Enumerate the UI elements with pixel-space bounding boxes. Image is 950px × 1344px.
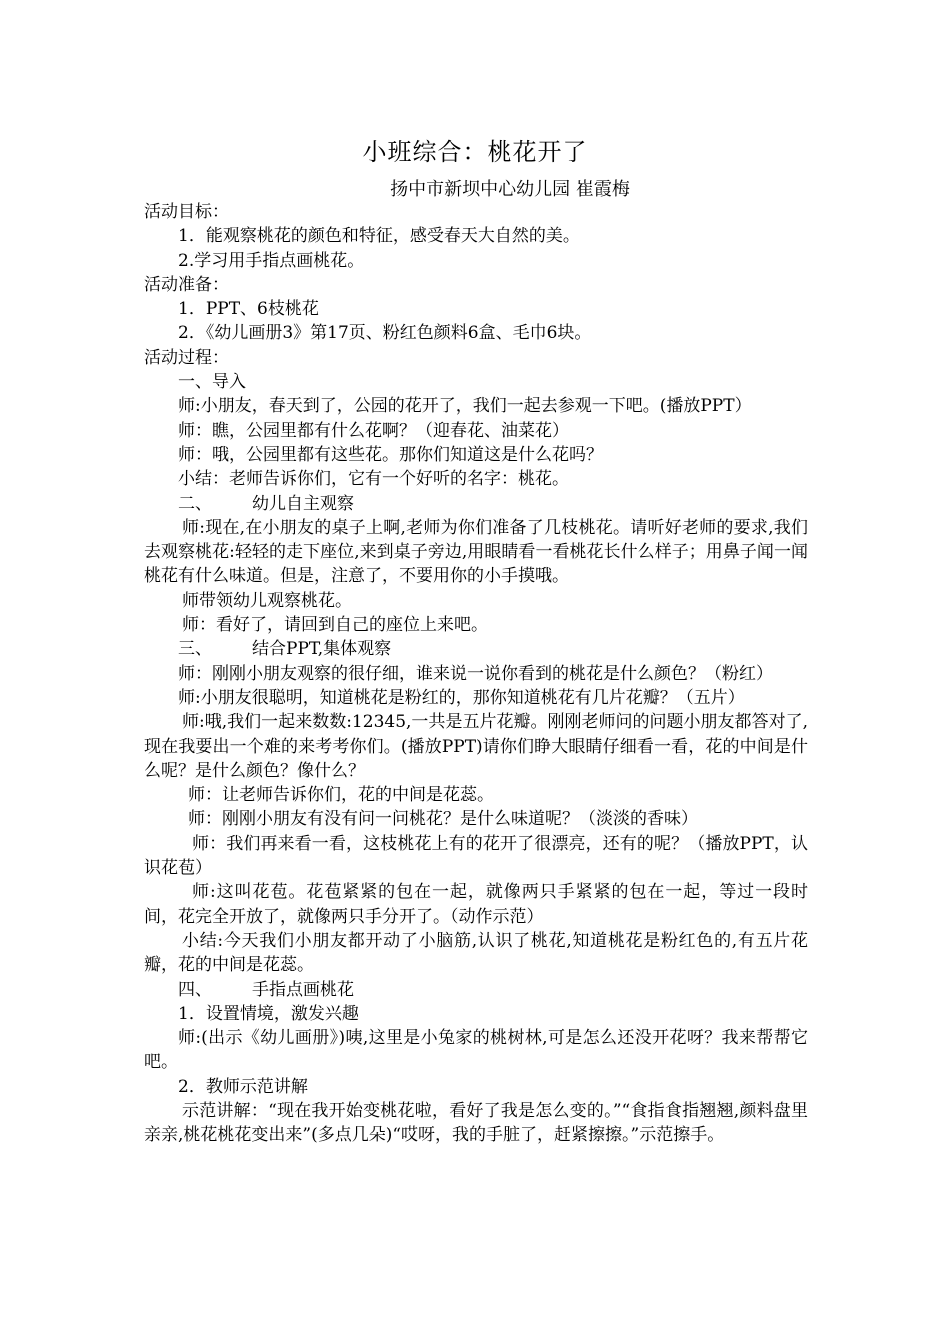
step-heading bbox=[144, 492, 808, 516]
paragraph: 师：刚刚小朋友有没有问一问桃花？是什么味道呢？（淡淡的香味） bbox=[188, 809, 698, 830]
paragraph: 师：瞧，公园里都有什么花啊？（迎春花、油菜花） bbox=[178, 420, 569, 441]
sub-step-heading: 2．教师示范讲解 bbox=[178, 1076, 308, 1097]
step-title: 手指点画桃花 bbox=[252, 979, 354, 1000]
paragraph: 师:现在,在小朋友的桌子上啊,老师为你们准备了几枝桃花。请听好老师的要求,我们去观察桃花:轻轻的走下座位,来到桌子旁边,用眼睛看一看桃花长什么样子；用鼻子闻一闻桃花有什么味道。但是，注意了，不要用你的小手摸哦。 bbox=[144, 517, 808, 587]
goal-item: 1．能观察桃花的颜色和特征，感受春天大自然的美。 bbox=[178, 226, 580, 247]
step-heading bbox=[144, 637, 808, 661]
prep-item: 1．PPT、6枝桃花 bbox=[178, 299, 319, 320]
paragraph: 师:小朋友，春天到了，公园的花开了，我们一起去参观一下吧。(播放PPT） bbox=[178, 396, 752, 417]
paragraph: 师:这叫花苞。花苞紧紧的包在一起，就像两只手紧紧的包在一起，等过一段时间，花完全开放了，就像两只手分开了。（动作示范） bbox=[144, 882, 808, 927]
paragraph: 师带领幼儿观察桃花。 bbox=[182, 590, 352, 611]
step-title: 结合PPT,集体观察 bbox=[252, 639, 392, 660]
step-heading bbox=[144, 978, 808, 1002]
paragraph: 小结:今天我们小朋友都开动了小脑筋,认识了桃花,知道桃花是粉红色的,有五片花瓣，花的中间是花蕊。 bbox=[144, 930, 808, 976]
step-title: 幼儿自主观察 bbox=[252, 493, 354, 514]
paragraph: 师：哦，公园里都有这些花。那你们知道这是什么花吗？ bbox=[178, 444, 603, 465]
section-heading-prep: 活动准备： bbox=[144, 274, 229, 295]
paragraph: 小结：老师告诉你们，它有一个好听的名字：桃花。 bbox=[178, 469, 569, 490]
step-number: 二、 bbox=[178, 493, 212, 514]
paragraph: 师：看好了，请回到自己的座位上来吧。 bbox=[182, 615, 488, 636]
paragraph: 示范讲解：“现在我开始变桃花啦，看好了我是怎么变的。”“食指食指翘翘,颜料盘里亲亲,桃花桃花变出来”(多点几朵)“哎呀，我的手脏了，赶紧擦擦。”示范擦手。 bbox=[144, 1100, 808, 1146]
document-title: 小班综合：桃花开了 bbox=[362, 138, 588, 166]
step-number: 三、 bbox=[178, 639, 212, 660]
paragraph: 师:(出示《幼儿画册》)咦,这里是小兔家的桃树林,可是怎么还没开花呀？我来帮帮它吧。 bbox=[144, 1028, 808, 1073]
paragraph: 师：我们再来看一看，这枝桃花上有的花开了很漂亮，还有的呢？（播放PPT，认识花苞） bbox=[144, 833, 808, 879]
goal-item: 2.学习用手指点画桃花。 bbox=[178, 250, 365, 271]
section-heading-goals: 活动目标： bbox=[144, 202, 229, 222]
sub-step-heading: 1．设置情境，激发兴趣 bbox=[178, 1003, 359, 1024]
paragraph: 师：刚刚小朋友观察的很仔细，谁来说一说你看到的桃花是什么颜色？（粉红） bbox=[178, 663, 773, 684]
paragraph: 师:哦,我们一起来数数:12345,一共是五片花瓣。刚刚老师问的问题小朋友都答对了,现在我要出一个难的来考考你们。(播放PPT)请你们睁大眼睛仔细看一看，花的中间是什么呢？是什么颜色？像什么？ bbox=[144, 712, 808, 781]
section-heading-process: 活动过程： bbox=[144, 347, 229, 368]
document-subtitle: 扬中市新坝中心幼儿园 崔霞梅 bbox=[390, 179, 630, 200]
document-body bbox=[144, 200, 808, 1148]
prep-item: 2．《幼儿画册3》第17页、粉红色颜料6盒、毛巾6块。 bbox=[178, 323, 592, 344]
step-heading: 一、导入 bbox=[178, 372, 246, 393]
paragraph: 师:小朋友很聪明，知道桃花是粉红的，那你知道桃花有几片花瓣？（五片） bbox=[178, 687, 745, 708]
step-number: 四、 bbox=[178, 979, 212, 1000]
paragraph: 师：让老师告诉你们，花的中间是花蕊。 bbox=[188, 785, 494, 806]
